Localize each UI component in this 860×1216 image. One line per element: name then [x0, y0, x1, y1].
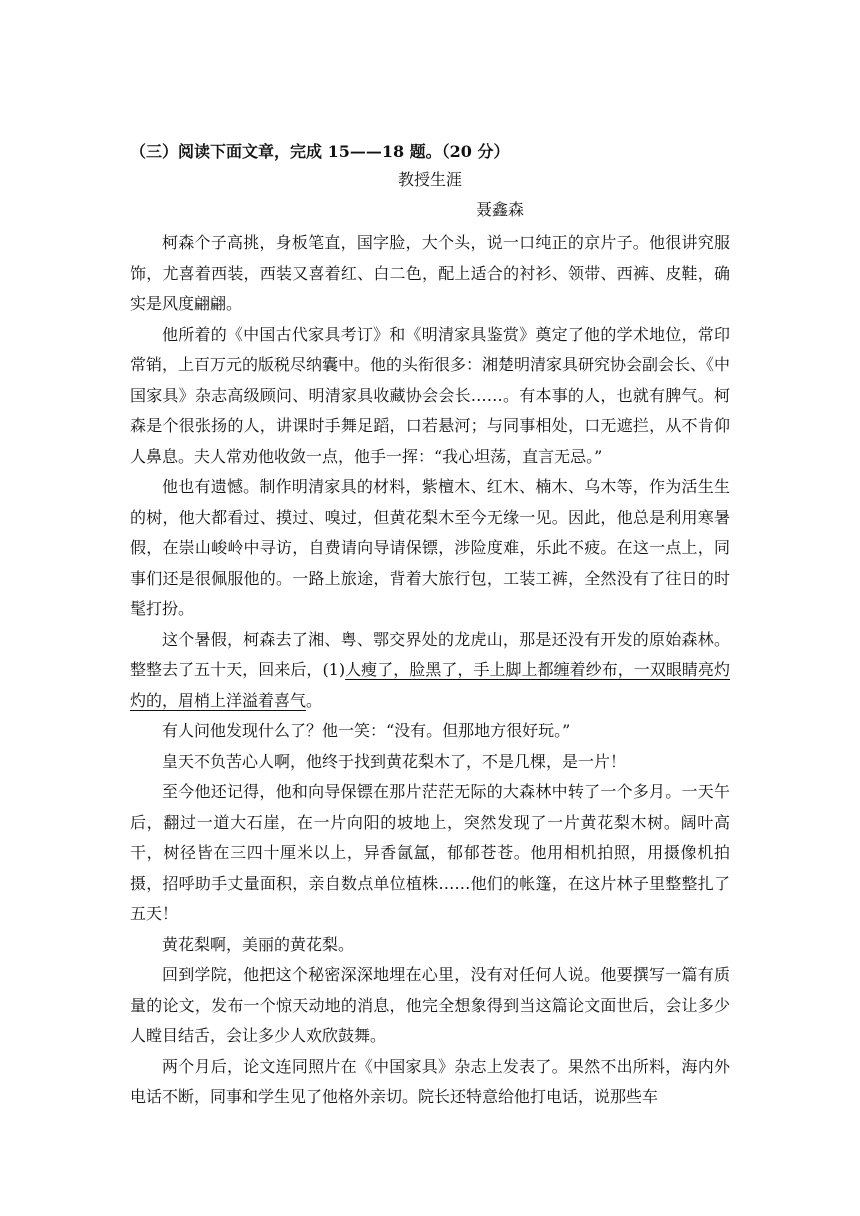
paragraph-text: 这个暑假，柯森去了湘、粤、鄂交界处的龙虎山，那是还没有开发的原始森林。整整去了五十天，回来后，(1): [130, 629, 730, 679]
paragraph: 他所着的《中国古代家具考订》和《明清家具鉴赏》奠定了他的学术地位，常印常销，上百万元的版税尽纳囊中。他的头衔很多：湘楚明清家具研究协会副会长、《中国家具》杂志高级顾问、明清家具收藏协会会长……。有本事的人，也就有脾气。柯森是个很张扬的人，讲课时手舞足蹈，口若悬河；与同事相处，口无遮拦，从不肯仰人鼻息。夫人常劝他收敛一点，他手一挥：“我心坦荡，直言无忌。”: [130, 324, 731, 466]
section-heading: （三）阅读下面文章，完成 15——18 题。（20 分）: [130, 142, 510, 161]
paragraph-text: 。: [306, 690, 323, 710]
underlined-sentence-1: 人瘦了，脸黑了，手上脚上都缠着纱布，一双眼睛亮灼灼的，眉梢上洋溢着喜气: [130, 660, 730, 710]
paragraph: 回到学院，他把这个秘密深深地埋在心里，没有对任何人说。他要撰写一篇有质量的论文，发布一个惊天动地的消息，他完全想象得到当这篇论文面世后，会让多少人瞠目结舌，会让多少人欢欣鼓舞。: [130, 965, 730, 1045]
paragraph: 他也有遗憾。制作明清家具的材料，紫檀木、红木、楠木、乌木等，作为活生生的树，他大都看过、摸过、嗅过，但黄花梨木至今无缘一见。因此，他总是利用寒暑假，在崇山峻岭中寻访，自费请向导请保镖，涉险度难，乐此不疲。在这一点上，同事们还是很佩服他的。一路上旅途，背着大旅行包，工装工裤，全然没有了往日的时髦打扮。: [130, 477, 730, 618]
paragraph: 至今他还记得，他和向导保镖在那片茫茫无际的大森林中转了一个多月。一天午后，翻过一道大石崖，在一片向阳的坡地上，突然发现了一片黄花梨木树。阔叶高干，树径皆在三四十厘米以上，异香氤氲，郁郁苍苍。他用相机拍照，用摄像机拍摄，招呼助手丈量面积，亲自数点单位植株……他们的帐篷，在这片林子里整整扎了五天！: [130, 782, 730, 923]
paragraph-with-underlined-question: [130, 625, 730, 717]
paragraph: 黄花梨啊，美丽的黄花梨。: [162, 934, 355, 954]
paragraph: 两个月后，论文连同照片在《中国家具》杂志上发表了。果然不出所料，海内外电话不断，同事和学生见了他格外亲切。院长还特意给他打电话，说那些车: [130, 1056, 730, 1106]
paragraph: 有人问他发现什么了？他一笑：“没有。但那地方很好玩。”: [162, 721, 571, 740]
article-body: [130, 228, 730, 1113]
paragraph: 柯森个子高挑，身板笔直，国字脸，大个头，说一口纯正的京片子。他很讲究服饰，尤喜着西装，西装又喜着红、白二色，配上适合的衬衫、领带、西裤、皮鞋，确实是风度翩翩。: [130, 233, 730, 313]
article-title: 教授生涯: [397, 170, 462, 189]
paragraph: 皇天不负苦心人啊，他终于找到黄花梨木了，不是几棵，是一片！: [162, 751, 627, 771]
article-author: 聂鑫森: [476, 200, 525, 219]
